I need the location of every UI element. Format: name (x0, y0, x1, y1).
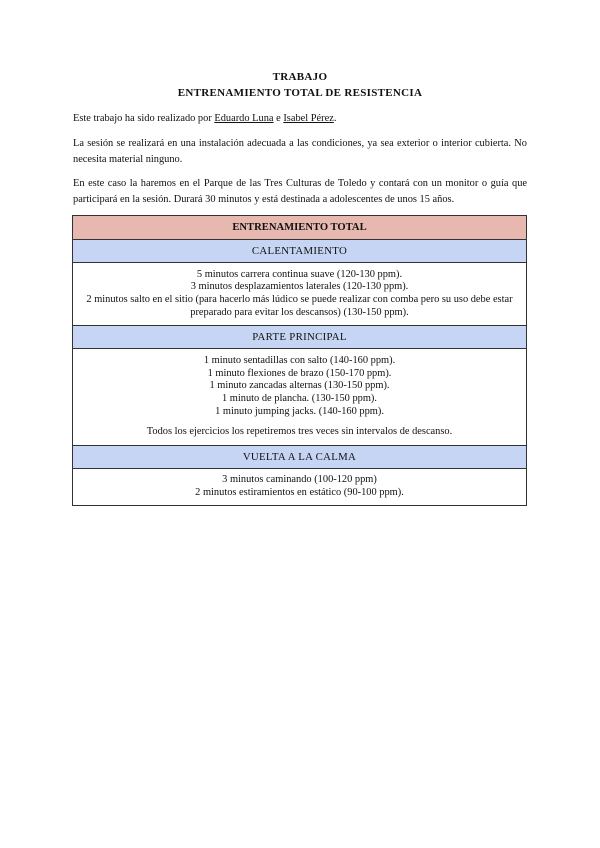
authors-suffix: . (333, 113, 337, 124)
section-note: Todos los ejercicios los repetiremos tres veces sin intervalos de descanso. (146, 426, 453, 438)
section-body-main (73, 349, 527, 446)
section-header-cooldown: VUELTA A LA CALMA (73, 446, 527, 469)
details-paragraph: En este caso la haremos en el Parque de las Tres Culturas de Toledo y contará con un monitor o guía que participará en la sesión. Durará 30 minutos y está destinada a adolescentes de unos 15 años. (73, 178, 527, 205)
exercise-line: 1 minuto sentadillas con salto (140-160 ppm). (203, 355, 396, 367)
section-header-warmup: CALENTAMIENTO (73, 240, 527, 263)
exercise-line: 5 minutos carrera continua suave (120-130 ppm). (196, 268, 403, 280)
exercise-line: 1 minuto zancadas alternas (130-150 ppm). (209, 380, 390, 392)
exercise-line: 3 minutos caminando (100-120 ppm) (222, 474, 377, 486)
authors-paragraph (73, 111, 527, 127)
location-paragraph: La sesión se realizará en una instalación adecuada a las condiciones, ya sea exterior o interior cubierta. No necesita material ninguno. (73, 138, 527, 165)
exercise-line: 1 minuto flexiones de brazo (150-170 ppm). (207, 367, 392, 379)
authors-connector: e (273, 113, 284, 124)
document-title: TRABAJO (272, 71, 328, 83)
exercise-line: 2 minutos estiramientos en estático (90-100 ppm). (195, 487, 404, 498)
section-header-main: PARTE PRINCIPAL (73, 326, 527, 349)
authors-prefix: Este trabajo ha sido realizado por (73, 113, 215, 124)
exercise-line: 2 minutos salto en el sitio (para hacerlo más lúdico se puede realizar con comba pero su uso debe estar preparado para evitar los descansos) (130-150 ppm). (86, 294, 513, 318)
section-body-cooldown (73, 469, 527, 506)
document-subtitle: ENTRENAMIENTO TOTAL DE RESISTENCIA (177, 87, 423, 99)
training-plan-table (72, 215, 527, 506)
author-link-1[interactable]: Eduardo Luna (214, 113, 274, 124)
table-title: ENTRENAMIENTO TOTAL (73, 216, 527, 240)
author-link-2[interactable]: Isabel Pérez (283, 113, 334, 124)
exercise-line: 1 minuto de plancha. (130-150 ppm). (222, 393, 377, 404)
exercise-line: 3 minutos desplazamientos laterales (120-130 ppm). (190, 281, 409, 293)
exercise-line: 1 minuto jumping jacks. (140-160 ppm). (215, 405, 384, 417)
section-body-warmup (73, 263, 527, 326)
